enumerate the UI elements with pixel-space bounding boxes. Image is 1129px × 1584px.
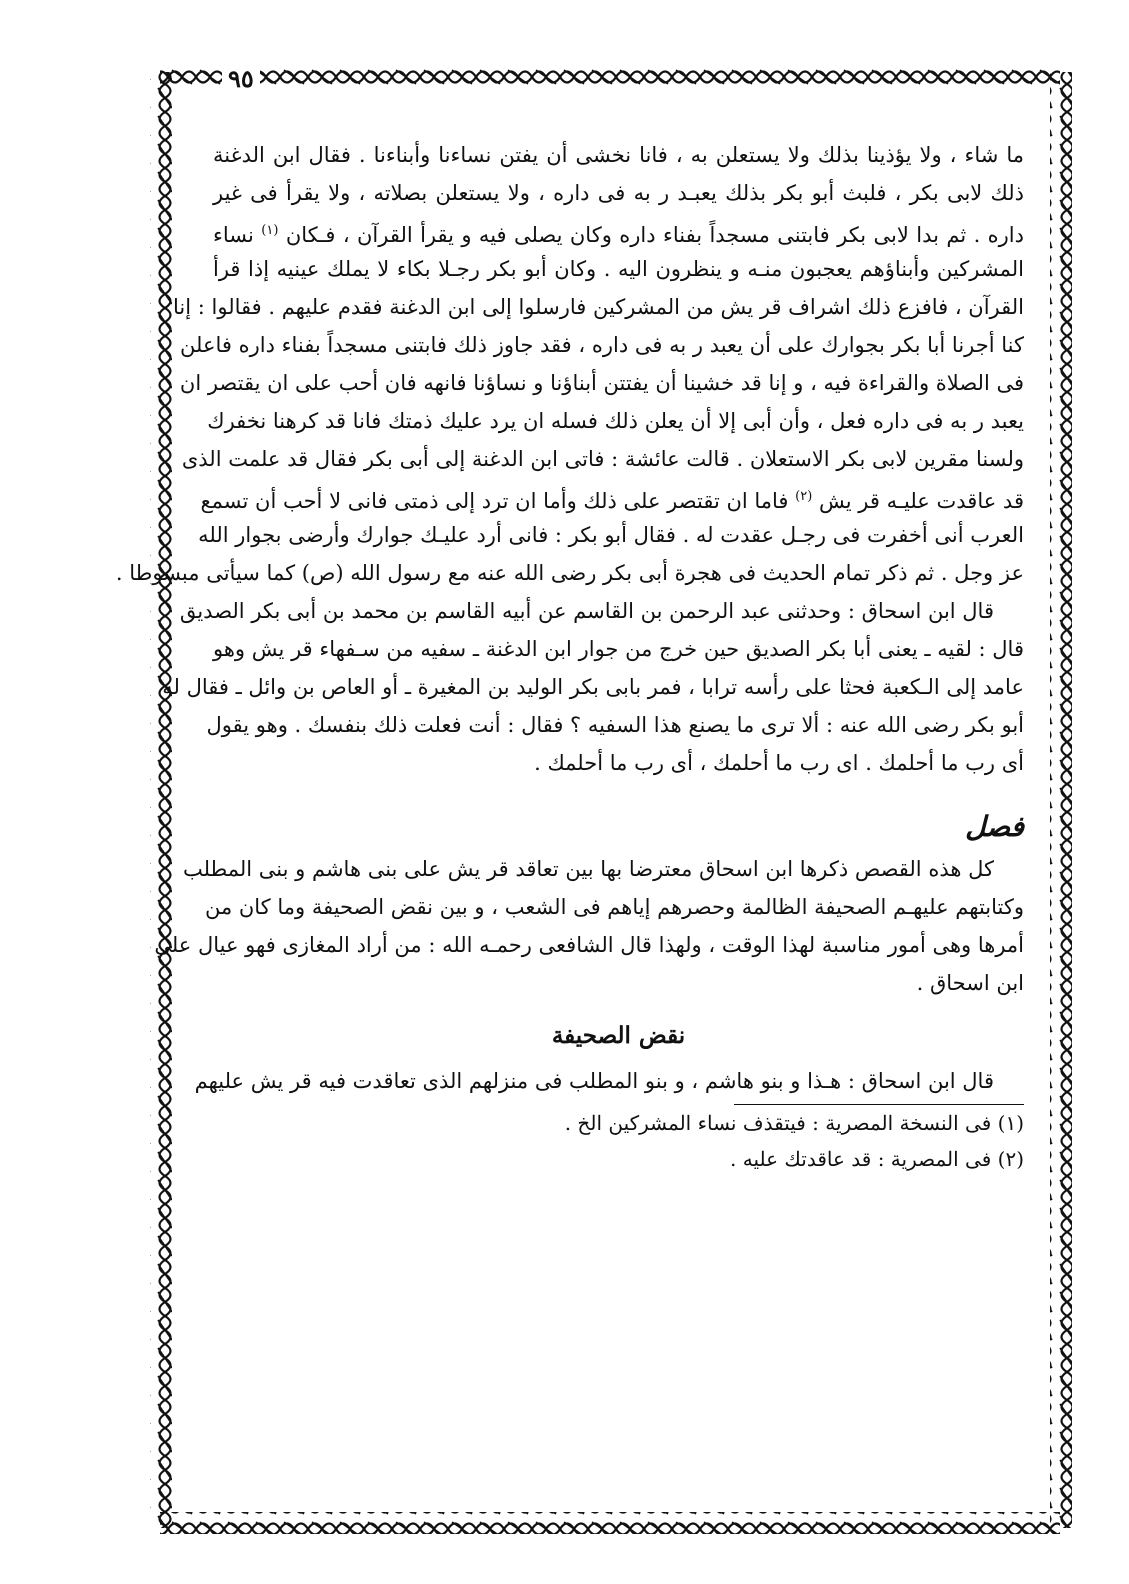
text-line: فى الصلاة والقراءة فيه ، و إنا قد خشينا أن يفتتن أبناؤنا و نساؤنا فانهه فان أحب على ان يقتصر ان: [179, 371, 1024, 395]
page-body: [115, 136, 1024, 1177]
text-line: العرب أنى أخفرت فى رجـل عقدت له . فقال أبو بكر : فانى أرد عليـك جوارك وأرضى بجوار الله: [198, 523, 1024, 547]
paragraph-3: [154, 850, 1024, 1002]
text-line: ما شاء ، ولا يؤذينا بذلك ولا يستعلن به ، فانا نخشى أن يفتن نساءنا وأبناءنا . فقال ابن الدغنة: [213, 143, 1024, 167]
text-span: داره . ثم بدا لابى بكر فابتنى مسجداً بفناء داره وكان يصلى فيه و يقرأ القرآن ، فـكان: [285, 223, 1024, 247]
text-line: أى رب ما أحلمك . اى رب ما أحلمك ، أى رب ما أحلمك .: [534, 751, 1024, 775]
border-top: [160, 64, 1060, 86]
footnote-mark: (١): [997, 1111, 1024, 1135]
text-line: ولسنا مقرين لابى بكر الاستعلان . قالت عائشة : فاتى ابن الدغنة إلى أبى بكر فقال قد علمت الذى: [181, 447, 1024, 471]
text-line: أبو بكر رضى الله عنه : ألا ترى ما يصنع هذا السفيه ؟ فقال : أنت فعلت ذلك بنفسك . وهو يقول: [206, 713, 1024, 737]
text-line: قال ابن اسحاق : هـذا و بنو هاشم ، و بنو المطلب فى منزلهم الذى تعاقدت فيه قر يش عليهم: [194, 1069, 994, 1093]
text-line: أمرها وهى أمور مناسبة لهذا الوقت ، ولهذا قال الشافعى رحمـه الله : من أراد المغازى فهو عيال على: [154, 933, 1024, 957]
page-number: ٩٥: [222, 64, 260, 94]
footnote-text: فى النسخة المصرية : فيتقذف نساء المشركين الخ .: [564, 1111, 992, 1135]
footnote-text: فى المصرية : قد عاقدتك عليه .: [730, 1147, 992, 1171]
text-line: المشركين وأبناؤهم يعجبون منـه و ينظرون اليه . وكان أبو بكر رجـلا بكاء لا يملك عينيه إذا قرأ: [213, 257, 1024, 281]
text-line: [200, 478, 1024, 516]
footnote-marker: (١): [261, 223, 279, 238]
footnotes: [213, 1105, 1024, 1177]
border-right: [1050, 72, 1072, 1528]
text-span: قد عاقدت عليـه قر يش: [819, 489, 1024, 513]
footnote-2: [213, 1141, 1024, 1177]
subsection-title: نقض الصحيفة: [551, 1022, 686, 1049]
text-line: ابن اسحاق .: [916, 971, 1024, 995]
border-bottom: [160, 1512, 1060, 1534]
text-line: عز وجل . ثم ذكر تمام الحديث فى هجرة أبى بكر رضى الله عنه مع رسول الله (ص) كما سيأتى مبسوطا .: [115, 561, 1024, 585]
footnote-marker: (٢): [795, 489, 813, 504]
text-line: عامد إلى الـكعبة فحثا على رأسه ترابا ، فمر بابى بكر الوليد بن المغيرة ـ أو العاص بن وائل ـ فقال له: [162, 675, 1024, 699]
text-line: قال ابن اسحاق : وحدثنى عبد الرحمن بن القاسم عن أبيه القاسم بن محمد بن أبى بكر الصديق: [179, 599, 994, 623]
paragraph-1: [115, 136, 1024, 592]
text-line: [213, 212, 1024, 250]
footnote-1: [213, 1105, 1024, 1141]
text-span: فاما ان تقتصر على ذلك وأما ان ترد إلى ذمتى فانى لا أحب أن تسمع: [200, 489, 789, 513]
paragraph-2: [162, 592, 1024, 782]
text-line: كل هذه القصص ذكرها ابن اسحاق معترضا بها بين تعاقد قر يش على بنى هاشم و بنى المطلب: [182, 857, 994, 881]
text-line: القرآن ، فافزع ذلك اشراف قر يش من المشركين فارسلوا إلى ابن الدغنة فقدم عليهم . فقالوا : إنا: [173, 295, 1024, 319]
text-line: وكتابتهم عليهـم الصحيفة الظالمة وحصرهم إياهم فى الشعب ، و بين نقض الصحيفة وما كان من: [204, 895, 1024, 919]
paragraph-4: [194, 1062, 1024, 1100]
text-line: كنا أجرنا أبا بكر بجوارك على أن يعبد ر به فى داره ، فقد جاوز ذلك فابتنى مسجداً بفناء داره فاعلن: [180, 333, 1024, 357]
text-line: ذلك لابى بكر ، فلبث أبو بكر بذلك يعبـد ر به فى داره ، ولا يستعلن بصلاته ، ولا يقرأ فى غير: [213, 181, 1024, 205]
text-line: قال : لقيه ـ يعنى أبا بكر الصديق حين خرج من جوار ابن الدغنة ـ سفيه من سـفهاء قر يش وهو: [213, 637, 1024, 661]
section-heading: فصل: [965, 810, 1024, 843]
border-left: [150, 72, 172, 1528]
text-line: يعبد ر به فى داره فعل ، وأن أبى إلا أن يعلن ذلك فسله ان يرد عليك ذمتك فانا قد كرهنا نخفرك: [207, 409, 1024, 433]
footnote-mark: (٢): [997, 1147, 1024, 1171]
text-span: نساء: [213, 223, 254, 247]
